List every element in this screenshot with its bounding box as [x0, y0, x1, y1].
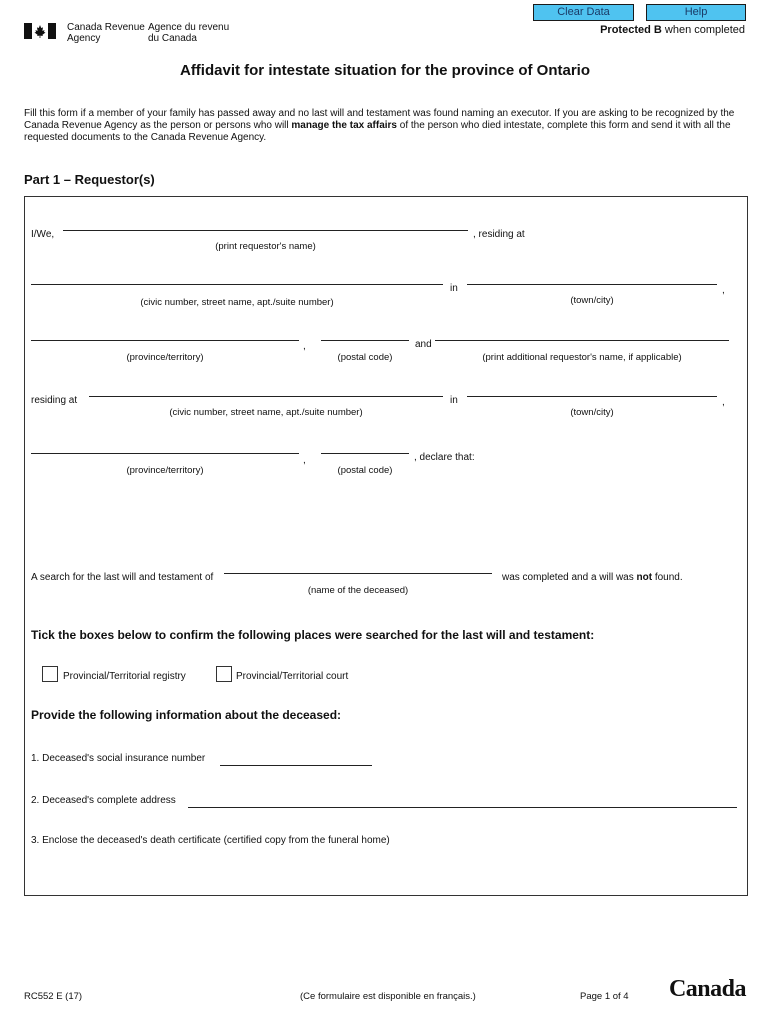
registry-checkbox-label: Provincial/Territorial registry [63, 671, 186, 682]
deceased-sin-field[interactable] [220, 765, 372, 766]
registry-checkbox[interactable] [42, 666, 58, 682]
comma-label: , [303, 341, 306, 352]
in-label: in [450, 283, 458, 294]
deceased-name-field[interactable] [224, 573, 492, 574]
province-caption: (province/territory) [126, 465, 204, 476]
form-title: Affidavit for intestate situation for the province of Ontario [179, 62, 591, 79]
additional-requestor-name-field[interactable] [435, 340, 729, 341]
canada-wordmark-logo: Canada [668, 976, 746, 1002]
deceased-info-heading: Provide the following information about the deceased: [31, 708, 342, 722]
agency-name-french: Agence du revenu du Canada [148, 22, 230, 44]
requestor-province-field[interactable] [31, 340, 299, 341]
form-code: RC552 E (17) [24, 991, 83, 1002]
search-result-label: was completed and a will was not found. [502, 572, 683, 583]
province-caption: (province/territory) [126, 352, 204, 363]
town-caption: (town/city) [570, 407, 614, 418]
requestor-street-field[interactable] [31, 284, 443, 285]
postal-code-caption: (postal code) [337, 465, 393, 476]
address-label: 2. Deceased's complete address [31, 795, 176, 806]
death-certificate-note: 3. Enclose the deceased's death certificate (certified copy from the funeral home) [31, 835, 390, 846]
search-statement-label: A search for the last will and testament of [31, 572, 214, 583]
comma-label: , [722, 285, 725, 296]
town-caption: (town/city) [570, 295, 614, 306]
additional-province-field[interactable] [31, 453, 299, 454]
additional-street-field[interactable] [89, 396, 443, 397]
protected-b-notice: Protected B when completed [600, 24, 745, 36]
requestor-name-caption: (print requestor's name) [215, 241, 316, 252]
additional-requestor-caption: (print additional requestor's name, if applicable) [482, 352, 682, 363]
french-availability-note: (Ce formulaire est disponible en français.) [300, 991, 476, 1002]
residing-at-label: , residing at [473, 229, 525, 240]
deceased-address-field[interactable] [188, 807, 737, 808]
declare-label: , declare that: [414, 452, 475, 463]
postal-code-caption: (postal code) [337, 352, 393, 363]
help-button[interactable]: Help [646, 4, 746, 21]
residing-at-label-2: residing at [31, 395, 78, 406]
requestor-town-field[interactable] [467, 284, 717, 285]
tick-boxes-heading: Tick the boxes below to confirm the following places were searched for the last will and testament: [31, 628, 595, 642]
agency-name-english: Canada Revenue Agency [67, 22, 145, 44]
court-checkbox[interactable] [216, 666, 232, 682]
requestor-postal-code-field[interactable] [321, 340, 409, 341]
i-we-label: I/We, [31, 229, 55, 240]
canada-flag-icon [24, 23, 56, 39]
deceased-name-caption: (name of the deceased) [307, 585, 409, 596]
civic-caption: (civic number, street name, apt./suite number) [140, 297, 334, 308]
comma-label: , [303, 455, 306, 466]
sin-label: 1. Deceased's social insurance number [31, 753, 206, 764]
civic-caption: (civic number, street name, apt./suite number) [169, 407, 363, 418]
comma-label: , [722, 397, 725, 408]
additional-town-field[interactable] [467, 396, 717, 397]
clear-data-button[interactable]: Clear Data [533, 4, 634, 21]
requestor-name-field[interactable] [63, 230, 468, 231]
intro-paragraph: Fill this form if a member of your family has passed away and no last will and testament was found naming an executor. If you are asking to be recognized by the Canada Revenue Agency as the person or persons who will manage the tax affairs of the person who died intestate, complete this form and send it with all the requested documents to the Canada Revenue Agency. [24, 108, 735, 143]
in-label: in [450, 395, 458, 406]
and-label: and [415, 339, 432, 350]
page-number: Page 1 of 4 [580, 991, 629, 1002]
part1-section [24, 196, 748, 896]
court-checkbox-label: Provincial/Territorial court [236, 671, 349, 682]
additional-postal-code-field[interactable] [321, 453, 409, 454]
part1-heading: Part 1 – Requestor(s) [24, 172, 155, 187]
